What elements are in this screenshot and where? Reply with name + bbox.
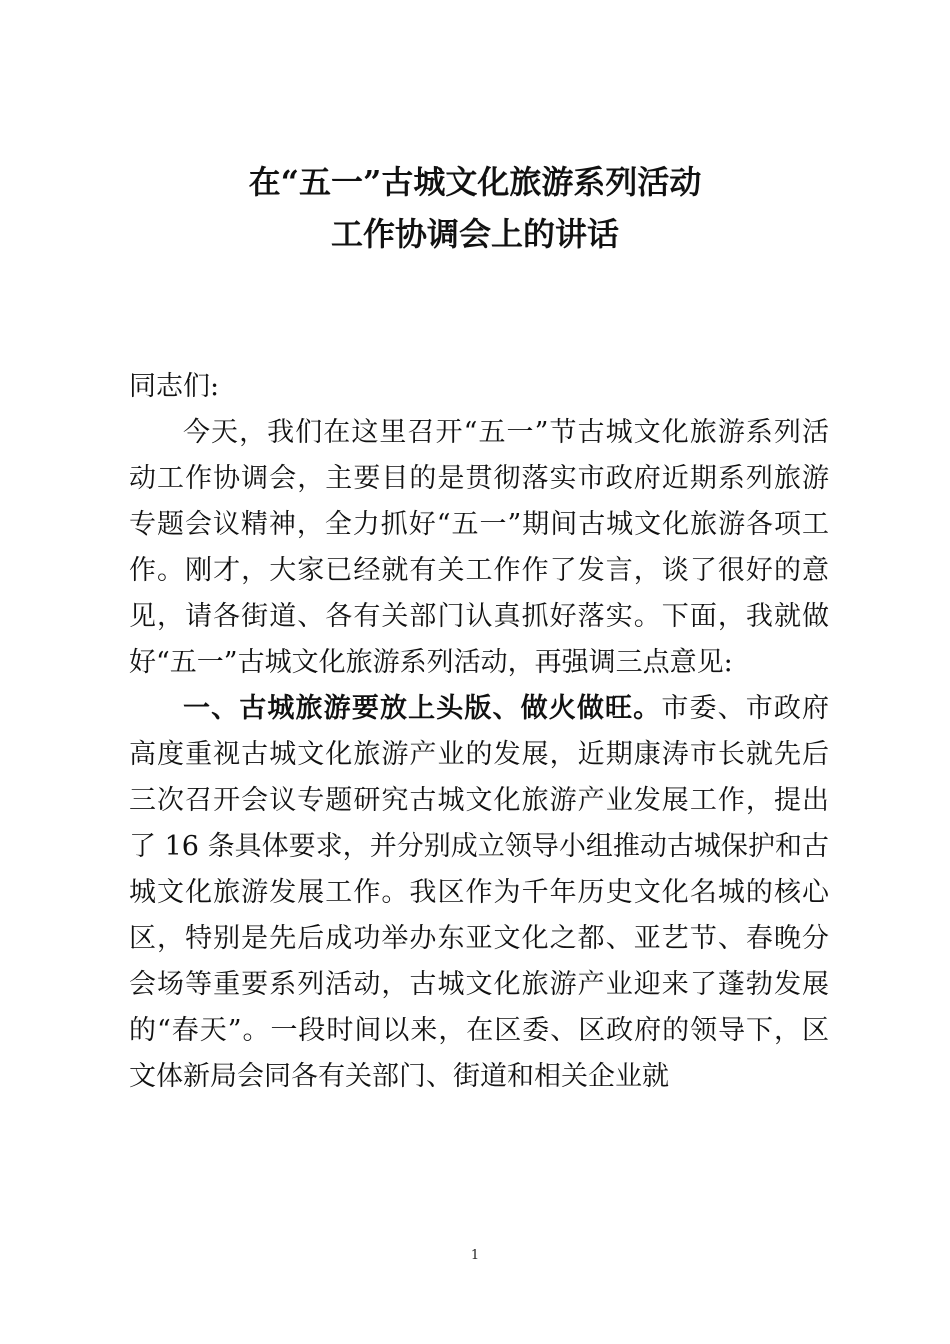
paragraph-section-1 [129, 686, 829, 1100]
title-line-1: 在“五一”古城文化旅游系列活动 [248, 163, 702, 201]
title-line-2: 工作协调会上的讲话 [330, 215, 619, 253]
section-1-heading: 一、古城旅游要放上头版、做火做旺。 [183, 693, 662, 724]
section-1-text: 市委、市政府高度重视古城文化旅游产业的发展，近期康涛市长就先后三次召开会议专题研究古城文化旅游产业发展工作，提出了 16 条具体要求，并分别成立领导小组推动古城保护和古城文化旅游发展工作。我区作为千年历史文化名城的核心区，特别是先后成功举办东亚文化之都、亚艺节、春晚分会场等重要系列活动，古城文化旅游产业迎来了蓬勃发展的“春天”。一段时间以来，在区委、区政府的领导下，区文体新局会同各有关部门、街道和相关企业就 [129, 693, 830, 1092]
document-title [0, 156, 950, 260]
page-number: 1 [470, 1248, 480, 1263]
paragraph-intro: 今天，我们在这里召开“五一”节古城文化旅游系列活动工作协调会，主要目的是贯彻落实市政府近期系列旅游专题会议精神，全力抓好“五一”期间古城文化旅游各项工作。刚才，大家已经就有关工作作了发言，谈了很好的意见，请各街道、各有关部门认真抓好落实。下面，我就做好“五一”古城文化旅游系列活动，再强调三点意见: [129, 417, 829, 678]
document-body [129, 364, 829, 1100]
salutation: 同志们: [129, 371, 220, 402]
